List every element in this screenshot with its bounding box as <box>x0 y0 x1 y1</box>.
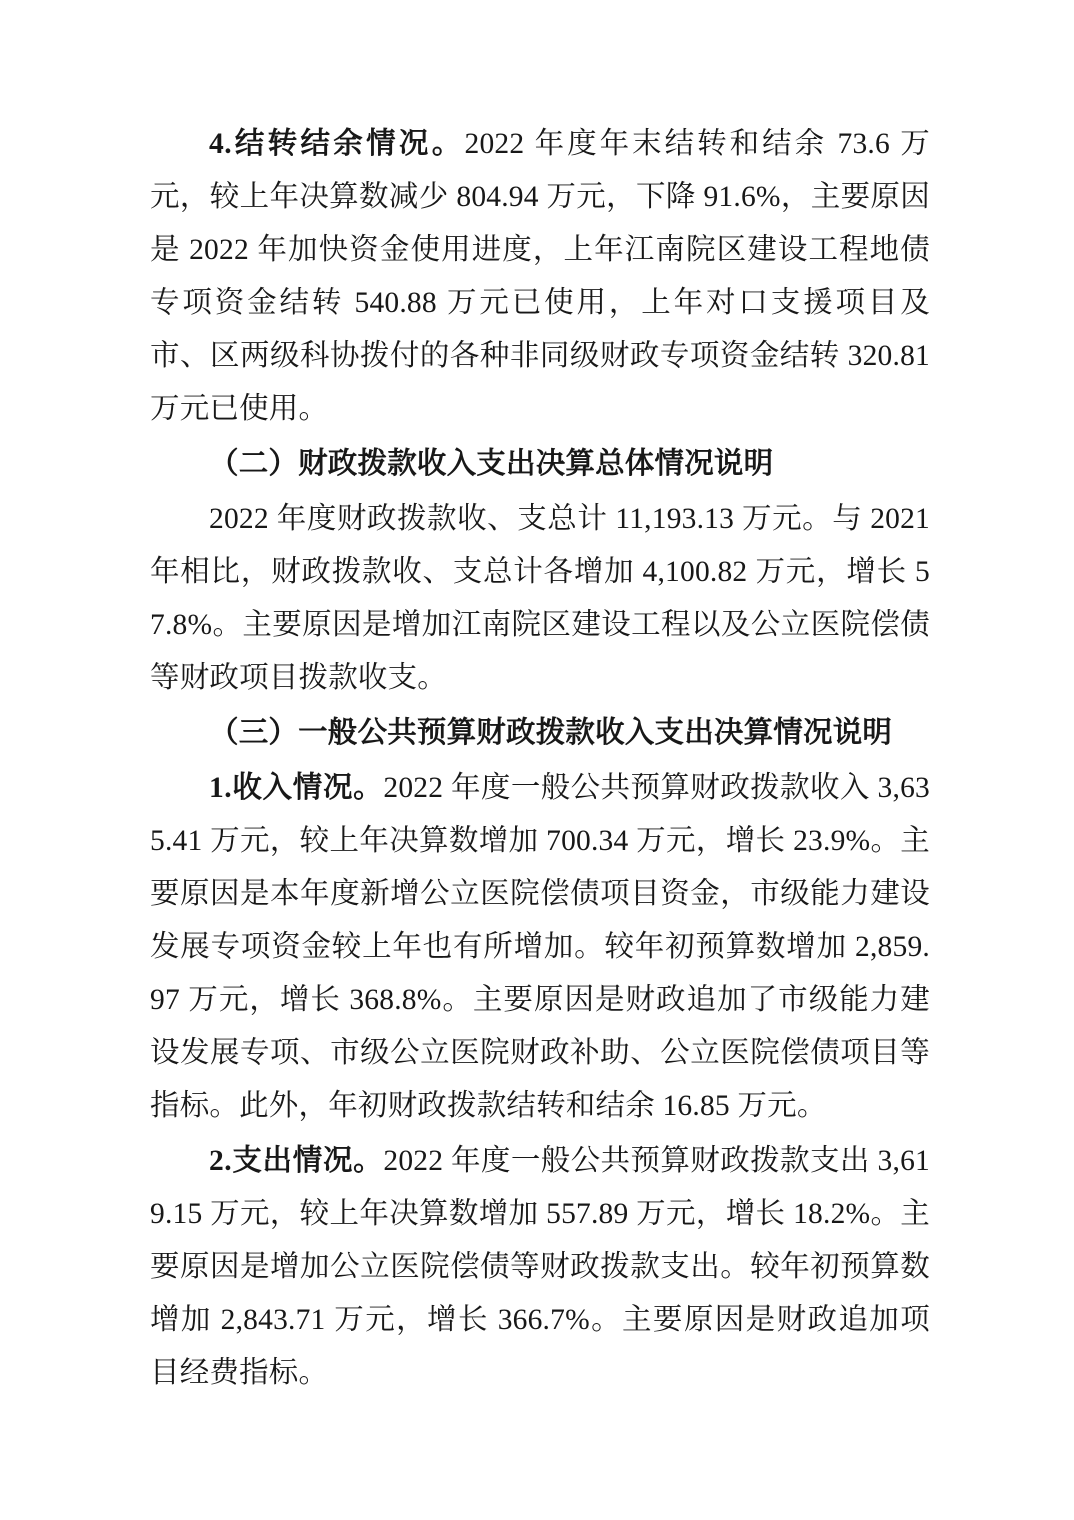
paragraph-text-income: 2022 年度一般公共预算财政拨款收入 3,635.41 万元，较上年决算数增加 700.34 万元，增长 23.9%。主要原因是本年度新增公立医院偿债项目资金，市级能力建设发展专项资金较上年也有所增加。较年初预算数增加 2,859.97 万元，增长 368.8%。主要原因是财政追加了市级能力建设发展专项、市级公立医院财政补助、公立医院偿债项目等指标。此外，年初财政拨款结转和结余 16.85 万元。 <box>150 772 930 1122</box>
paragraph-lead-label-expenditure: 2.支出情况。 <box>209 1145 384 1177</box>
heading-section-three: （三）一般公共预算财政拨款收入支出决算情况说明 <box>209 717 893 749</box>
heading-section-two: （二）财政拨款收入支出决算总体情况说明 <box>209 448 774 480</box>
paragraph-appropriation-total: 2022 年度财政拨款收、支总计 11,193.13 万元。与 2021 年相比，财政拨款收、支总计各增加 4,100.82 万元，增长 57.8%。主要原因是增加江南院区建设工程以及公立医院偿债等财政项目拨款收支。 <box>150 503 930 694</box>
paragraph-expenditure-situation <box>150 1135 930 1400</box>
paragraph-income-situation <box>150 762 930 1133</box>
paragraph-lead-label-income: 1.收入情况。 <box>209 772 384 804</box>
paragraph-lead-label: 4.结转结余情况。 <box>209 128 465 160</box>
paragraph-text-expenditure: 2022 年度一般公共预算财政拨款支出 3,619.15 万元，较上年决算数增加 557.89 万元，增长 18.2%。主要原因是增加公立医院偿债等财政拨款支出。较年初预算数增加 2,843.71 万元，增长 366.7%。主要原因是财政追加项目经费指标。 <box>150 1145 930 1389</box>
document-body <box>150 118 930 1402</box>
paragraph-text: 2022 年度年末结转和结余 73.6 万元，较上年决算数减少 804.94 万元，下降 91.6%，主要原因是 2022 年加快资金使用进度，上年江南院区建设工程地债专项资金结转 540.88 万元已使用，上年对口支援项目及市、区两级科协拨付的各种非同级财政专项资金结转 320.81 万元已使用。 <box>150 128 930 425</box>
paragraph-carryover-balance <box>150 118 930 436</box>
